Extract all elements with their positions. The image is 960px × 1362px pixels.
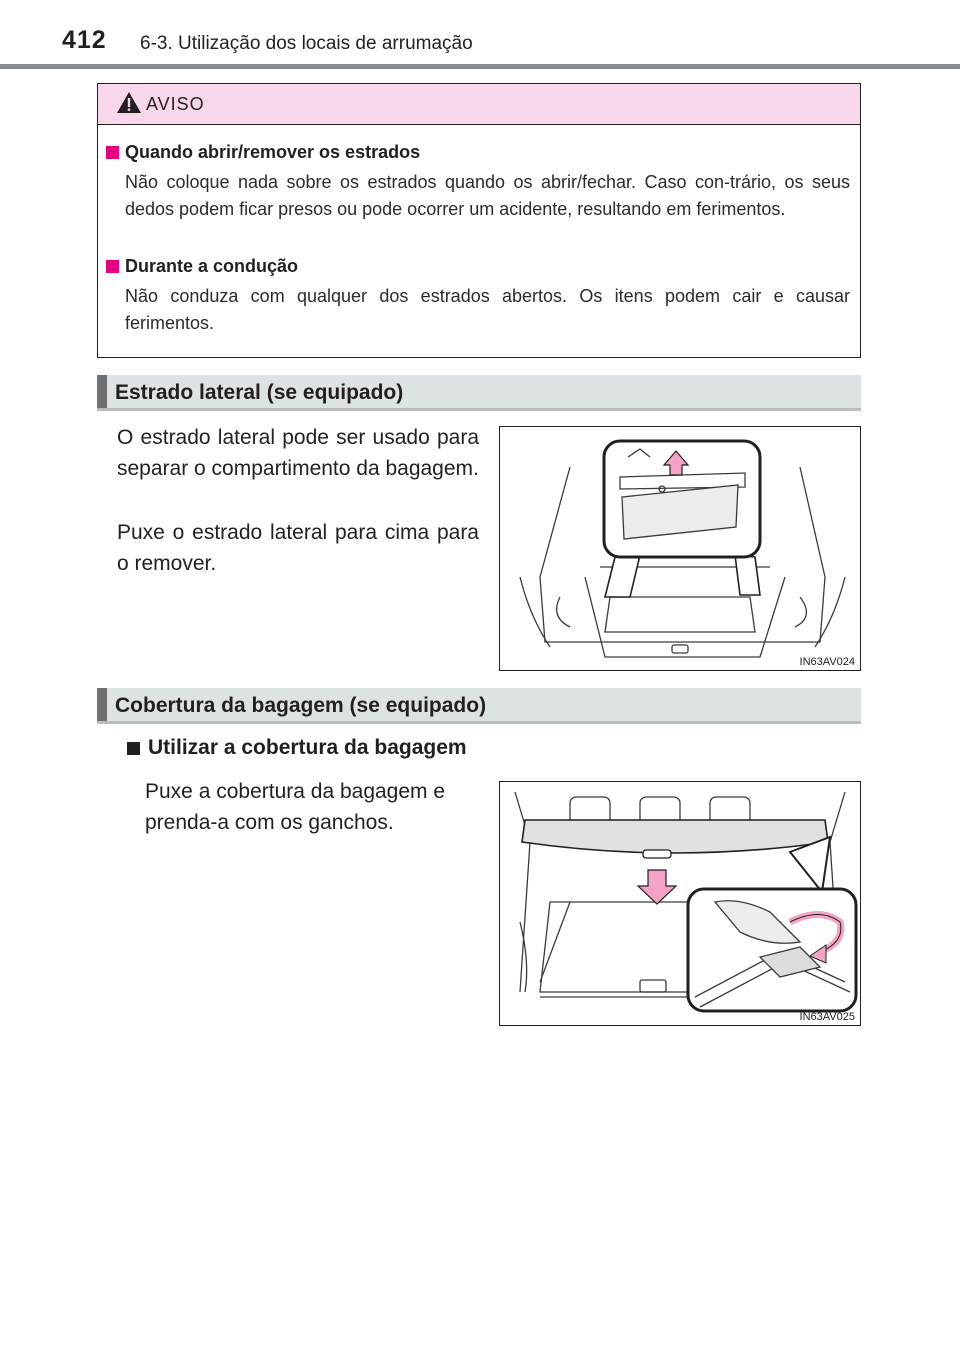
square-bullet-icon	[127, 742, 140, 755]
subheading-text: Utilizar a cobertura da bagagem	[148, 736, 467, 759]
square-bullet-icon	[106, 146, 119, 159]
warning-item	[106, 256, 850, 337]
section-title: Cobertura da bagagem (se equipado)	[115, 694, 487, 717]
subheading	[127, 736, 467, 760]
page-number: 412	[62, 26, 107, 54]
section-heading-luggage-cover	[97, 688, 861, 724]
warning-header	[98, 84, 860, 125]
warning-triangle-icon	[116, 91, 142, 114]
paragraph: Puxe a cobertura da bagagem e prenda-a com os ganchos.	[145, 780, 446, 834]
header-rule	[0, 64, 960, 69]
warning-item-title-text: Quando abrir/remover os estrados	[125, 142, 421, 162]
paragraph: Puxe o estrado lateral para cima para o remover.	[117, 521, 479, 575]
warning-title: AVISO	[146, 94, 205, 114]
warning-item	[106, 142, 850, 223]
luggage-cover-illustration	[499, 781, 861, 1026]
square-bullet-icon	[106, 260, 119, 273]
luggage-cover-drawing	[500, 782, 861, 1026]
warning-item-title	[106, 142, 850, 163]
warning-item-text: Não coloque nada sobre os estrados quando os abrir/fechar. Caso con-trário, os seus dedos podem ficar presos ou pode ocorrer um acidente, resultando em ferimentos.	[125, 172, 850, 219]
luggage-compartment-drawing	[500, 427, 861, 671]
section-title: Estrado lateral (se equipado)	[115, 381, 404, 404]
warning-item-title-text: Durante a condução	[125, 256, 299, 276]
warning-item-title	[106, 256, 850, 277]
warning-box	[97, 83, 861, 358]
paragraph: O estrado lateral pode ser usado para separar o compartimento da bagagem.	[117, 426, 479, 480]
section-heading-side-board	[97, 375, 861, 411]
figure-code: IN63AV025	[799, 1011, 855, 1023]
running-head: 6-3. Utilização dos locais de arrumação	[140, 33, 473, 54]
side-board-illustration	[499, 426, 861, 671]
warning-item-text: Não conduza com qualquer dos estrados abertos. Os itens podem cair e causar ferimentos.	[125, 286, 850, 333]
figure-code: IN63AV024	[799, 656, 855, 668]
